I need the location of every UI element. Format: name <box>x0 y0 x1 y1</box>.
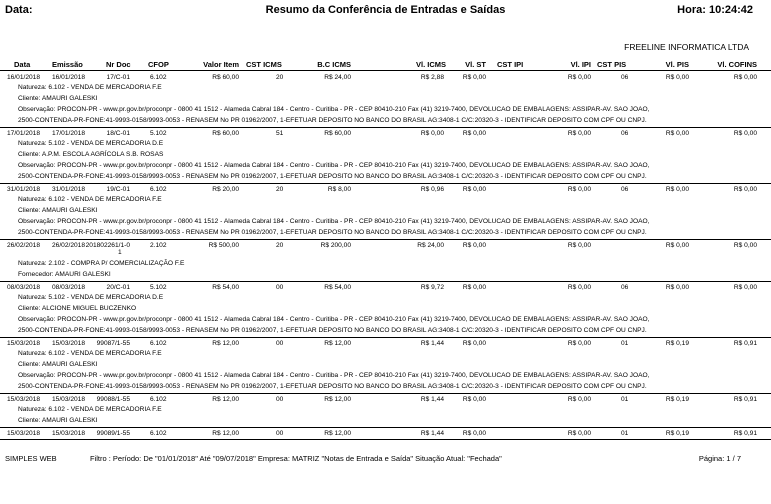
cell-vl-icms: R$ 0,00 <box>420 130 444 137</box>
cell-vl-cofins: R$ 0,00 <box>733 284 757 291</box>
table-row <box>0 72 771 83</box>
cell-emissao: 17/01/2018 <box>52 130 86 137</box>
cell-emissao: 08/03/2018 <box>52 284 86 291</box>
cell-cst-icms: 00 <box>276 396 284 403</box>
cell-cst-pis: 06 <box>621 74 629 81</box>
cell-vl-ipi: R$ 0,00 <box>567 186 591 193</box>
record-natureza: Natureza: 6.102 - VENDA DE MERCADORIA F.E <box>18 350 162 357</box>
cell-cfop: 6.102 <box>150 430 167 437</box>
cell-vl-cofins: R$ 0,00 <box>733 242 757 249</box>
cell-valor: R$ 60,00 <box>212 130 239 137</box>
cell-vl-st: R$ 0,00 <box>462 186 486 193</box>
cell-valor: R$ 500,00 <box>208 242 239 249</box>
col-emissao: Emissão <box>52 60 83 69</box>
cell-valor: R$ 12,00 <box>212 396 239 403</box>
cell-vl-ipi: R$ 0,00 <box>567 284 591 291</box>
record-natureza: Natureza: 5.102 - VENDA DE MERCADORIA D.E <box>18 294 164 301</box>
record-parte: Cliente: ALCIONE MIGUEL BUCZENKO <box>18 305 137 312</box>
cell-valor: R$ 12,00 <box>212 430 239 437</box>
cell-data: 31/01/2018 <box>7 186 41 193</box>
cell-cst-icms: 20 <box>276 242 284 249</box>
record-obs2: 2500-CONTENDA-PR-FONE:41-9993-0158/9993-0053 - RENASEM No PR 01962/2007, 1-EFETUAR DEPOSITO NO BANCO DO BRASIL AG:3408-1 C/C:20320-3 - IDENTIFICAR DEPOSITO COM CPF OU CNPJ. <box>18 327 647 334</box>
cell-vl-ipi: R$ 0,00 <box>567 74 591 81</box>
cell-cst-pis: 01 <box>621 396 629 403</box>
records-list <box>0 72 771 440</box>
cell-cst-icms: 00 <box>276 340 284 347</box>
time-label: Hora: 10:24:42 <box>677 4 753 16</box>
record-obs2: 2500-CONTENDA-PR-FONE:41-9993-0158/9993-0053 - RENASEM No PR 01962/2007, 1-EFETUAR DEPOSITO NO BANCO DO BRASIL AG:3408-1 C/C:20320-3 - IDENTIFICAR DEPOSITO COM CPF OU CNPJ. <box>18 117 647 124</box>
cell-vl-ipi: R$ 0,00 <box>567 340 591 347</box>
cell-vl-icms: R$ 9,72 <box>420 284 444 291</box>
report-title: Resumo da Conferência de Entradas e Saídas <box>265 4 506 16</box>
cell-cst-pis: 01 <box>621 340 629 347</box>
record-block <box>0 240 771 282</box>
cell-data: 08/03/2018 <box>7 284 41 291</box>
cell-vl-st: R$ 0,00 <box>462 284 486 291</box>
record-obs1: Observação: PROCON-PR - www.pr.gov.br/proconpr - 0800 41 1512 - Alameda Cabral 184 - Centro - Curitiba - PR - CEP 80410-210 Fax (41) 3219-7400, DEVOLUCAO DE EMBALAGENS: ASSIPAR-AV. SAO JOAO, <box>18 218 650 225</box>
cell-cst-pis: 06 <box>621 284 629 291</box>
cell-cst-pis: 06 <box>621 186 629 193</box>
cell-emissao: 15/03/2018 <box>52 430 86 437</box>
cell-vl-st: R$ 0,00 <box>462 430 486 437</box>
cell-vl-cofins: R$ 0,00 <box>733 74 757 81</box>
record-obs1: Observação: PROCON-PR - www.pr.gov.br/proconpr - 0800 41 1512 - Alameda Cabral 184 - Centro - Curitiba - PR - CEP 80410-210 Fax (41) 3219-7400, DEVOLUCAO DE EMBALAGENS: ASSIPAR-AV. SAO JOAO, <box>18 162 650 169</box>
cell-valor: R$ 20,00 <box>212 186 239 193</box>
column-header-row <box>0 60 771 71</box>
cell-emissao: 16/01/2018 <box>52 74 86 81</box>
record-block <box>0 282 771 338</box>
cell-cst-pis: 06 <box>621 130 629 137</box>
record-obs1: Observação: PROCON-PR - www.pr.gov.br/proconpr - 0800 41 1512 - Alameda Cabral 184 - Centro - Curitiba - PR - CEP 80410-210 Fax (41) 3219-7400, DEVOLUCAO DE EMBALAGENS: ASSIPAR-AV. SAO JOAO, <box>18 106 650 113</box>
col-vl-pis: Vl. PIS <box>665 60 689 69</box>
col-data: Data <box>14 60 31 69</box>
cell-cst-icms: 51 <box>276 130 284 137</box>
record-block <box>0 428 771 440</box>
col-cst-pis: CST PIS <box>597 60 627 69</box>
cell-vl-st: R$ 0,00 <box>462 340 486 347</box>
cell-vl-st: R$ 0,00 <box>462 130 486 137</box>
cell-vl-cofins: R$ 0,91 <box>733 396 757 403</box>
record-parte: Cliente: AMAURI GALESKI <box>18 207 98 214</box>
record-parte: Fornecedor: AMAURI GALESKI <box>18 271 111 278</box>
record-block <box>0 338 771 394</box>
record-block <box>0 128 771 184</box>
cell-cfop: 6.102 <box>150 186 167 193</box>
cell-vl-st: R$ 0,00 <box>462 396 486 403</box>
cell-vl-cofins: R$ 0,00 <box>733 186 757 193</box>
col-vl-cofins: Vl. COFINS <box>717 60 757 69</box>
col-valor-item: Valor Item <box>203 60 239 69</box>
cell-nr-doc: 17/C-01 <box>106 74 130 81</box>
record-natureza: Natureza: 6.102 - VENDA DE MERCADORIA F.E <box>18 84 162 91</box>
cell-vl-st: R$ 0,00 <box>462 242 486 249</box>
cell-data: 17/01/2018 <box>7 130 41 137</box>
cell-vl-pis: R$ 0,00 <box>665 284 689 291</box>
filter-text: Filtro : Período: De "01/01/2018" Até "09/07/2018" Empresa: MATRIZ "Notas de Entrada e Saída" Situação Atual: "Fechada" <box>90 454 502 463</box>
cell-bc-icms: R$ 200,00 <box>320 242 351 249</box>
record-block <box>0 394 771 428</box>
record-parte: Cliente: A.P.M. ESCOLA AGRÍCOLA S.B. ROSAS <box>18 151 164 158</box>
cell-cst-icms: 00 <box>276 430 284 437</box>
cell-cfop: 5.102 <box>150 284 167 291</box>
col-cfop: CFOP <box>148 60 169 69</box>
table-row <box>0 128 771 139</box>
cell-cst-icms: 20 <box>276 74 284 81</box>
cell-nr-doc: 20/C-01 <box>106 284 130 291</box>
cell-vl-pis: R$ 0,00 <box>665 74 689 81</box>
report-header <box>0 4 771 20</box>
cell-valor: R$ 12,00 <box>212 340 239 347</box>
cell-vl-pis: R$ 0,19 <box>665 340 689 347</box>
cell-vl-pis: R$ 0,19 <box>665 396 689 403</box>
cell-data: 26/02/2018 <box>7 242 41 249</box>
cell-vl-icms: R$ 0,96 <box>420 186 444 193</box>
cell-vl-ipi: R$ 0,00 <box>567 242 591 249</box>
cell-vl-icms: R$ 1,44 <box>420 430 444 437</box>
cell-valor: R$ 60,00 <box>212 74 239 81</box>
cell-cfop: 6.102 <box>150 74 167 81</box>
cell-vl-cofins: R$ 0,91 <box>733 340 757 347</box>
cell-vl-pis: R$ 0,00 <box>665 186 689 193</box>
col-cst-icms: CST ICMS <box>246 60 282 69</box>
cell-nr-doc: 99088/1-55 <box>96 396 130 403</box>
cell-vl-pis: R$ 0,19 <box>665 430 689 437</box>
record-natureza: Natureza: 5.102 - VENDA DE MERCADORIA D.E <box>18 140 164 147</box>
cell-cfop: 6.102 <box>150 340 167 347</box>
cell-emissao: 31/01/2018 <box>52 186 86 193</box>
cell-vl-icms: R$ 1,44 <box>420 396 444 403</box>
cell-cst-icms: 00 <box>276 284 284 291</box>
cell-bc-icms: R$ 8,00 <box>327 186 351 193</box>
cell-cst-icms: 20 <box>276 186 284 193</box>
cell-vl-icms: R$ 2,88 <box>420 74 444 81</box>
cell-nr-doc: 99089/1-55 <box>96 430 130 437</box>
cell-nr-doc: 19/C-01 <box>106 186 130 193</box>
cell-bc-icms: R$ 12,00 <box>324 396 351 403</box>
record-obs1: Observação: PROCON-PR - www.pr.gov.br/proconpr - 0800 41 1512 - Alameda Cabral 184 - Centro - Curitiba - PR - CEP 80410-210 Fax (41) 3219-7400, DEVOLUCAO DE EMBALAGENS: ASSIPAR-AV. SAO JOAO, <box>18 372 650 379</box>
cell-bc-icms: R$ 24,00 <box>324 74 351 81</box>
record-natureza: Natureza: 2.102 - COMPRA P/ COMERCIALIZAÇÃO F.E <box>18 260 185 267</box>
cell-bc-icms: R$ 12,00 <box>324 340 351 347</box>
col-vl-icms: Vl. ICMS <box>415 60 446 69</box>
record-obs1: Observação: PROCON-PR - www.pr.gov.br/proconpr - 0800 41 1512 - Alameda Cabral 184 - Centro - Curitiba - PR - CEP 80410-210 Fax (41) 3219-7400, DEVOLUCAO DE EMBALAGENS: ASSIPAR-AV. SAO JOAO, <box>18 316 650 323</box>
table-row <box>0 428 771 439</box>
record-block <box>0 184 771 240</box>
cell-nr-doc: 99087/1-55 <box>96 340 130 347</box>
col-nr-doc: Nr Doc <box>106 60 131 69</box>
cell-vl-pis: R$ 0,00 <box>665 242 689 249</box>
cell-data: 15/03/2018 <box>7 340 41 347</box>
cell-cfop: 2.102 <box>150 242 167 249</box>
col-bc-icms: B.C ICMS <box>317 60 351 69</box>
record-parte: Cliente: AMAURI GALESKI <box>18 417 98 424</box>
col-vl-st: Vl. ST <box>465 60 486 69</box>
col-cst-ipi: CST IPI <box>497 60 524 69</box>
cell-data: 15/03/2018 <box>7 430 41 437</box>
cell-data: 16/01/2018 <box>7 74 41 81</box>
cell-valor: R$ 54,00 <box>212 284 239 291</box>
cell-vl-ipi: R$ 0,00 <box>567 430 591 437</box>
table-row <box>0 282 771 293</box>
cell-nr-doc: 201802261/1-0 <box>85 242 130 249</box>
record-natureza: Natureza: 6.102 - VENDA DE MERCADORIA F.E <box>18 406 162 413</box>
record-block <box>0 72 771 128</box>
col-vl-ipi: Vl. IPI <box>570 60 591 69</box>
cell-bc-icms: R$ 54,00 <box>324 284 351 291</box>
table-row <box>0 240 771 251</box>
cell-bc-icms: R$ 12,00 <box>324 430 351 437</box>
cell-emissao: 15/03/2018 <box>52 340 86 347</box>
cell-vl-icms: R$ 24,00 <box>417 242 444 249</box>
record-obs2: 2500-CONTENDA-PR-FONE:41-9993-0158/9993-0053 - RENASEM No PR 01962/2007, 1-EFETUAR DEPOSITO NO BANCO DO BRASIL AG:3408-1 C/C:20320-3 - IDENTIFICAR DEPOSITO COM CPF OU CNPJ. <box>18 229 647 236</box>
record-parte: Cliente: AMAURI GALESKI <box>18 95 98 102</box>
cell-data: 15/03/2018 <box>7 396 41 403</box>
cell-cfop: 6.102 <box>150 396 167 403</box>
cell-cst-pis: 01 <box>621 430 629 437</box>
cell-vl-ipi: R$ 0,00 <box>567 130 591 137</box>
cell-vl-pis: R$ 0,00 <box>665 130 689 137</box>
cell-cfop: 5.102 <box>150 130 167 137</box>
record-obs2: 2500-CONTENDA-PR-FONE:41-9993-0158/9993-0053 - RENASEM No PR 01962/2007, 1-EFETUAR DEPOSITO NO BANCO DO BRASIL AG:3408-1 C/C:20320-3 - IDENTIFICAR DEPOSITO COM CPF OU CNPJ. <box>18 173 647 180</box>
cell-emissao: 15/03/2018 <box>52 396 86 403</box>
cell-nr-doc: 18/C-01 <box>106 130 130 137</box>
cell-vl-cofins: R$ 0,00 <box>733 130 757 137</box>
cell-emissao: 26/02/2018 <box>52 242 86 249</box>
cell-vl-icms: R$ 1,44 <box>420 340 444 347</box>
cell-vl-cofins: R$ 0,91 <box>733 430 757 437</box>
company-name: FREELINE INFORMATICA LTDA <box>624 42 749 52</box>
cell-vl-ipi: R$ 0,00 <box>567 396 591 403</box>
record-natureza: Natureza: 6.102 - VENDA DE MERCADORIA F.E <box>18 196 162 203</box>
system-name: SIMPLES WEB <box>5 454 57 463</box>
record-obs2: 2500-CONTENDA-PR-FONE:41-9993-0158/9993-0053 - RENASEM No PR 01962/2007, 1-EFETUAR DEPOSITO NO BANCO DO BRASIL AG:3408-1 C/C:20320-3 - IDENTIFICAR DEPOSITO COM CPF OU CNPJ. <box>18 383 647 390</box>
page-number: Página: 1 / 7 <box>698 454 741 463</box>
cell-vl-st: R$ 0,00 <box>462 74 486 81</box>
cell-nr-doc-continued: 1 <box>118 249 122 256</box>
record-parte: Cliente: AMAURI GALESKI <box>18 361 98 368</box>
date-label: Data: <box>5 4 33 16</box>
cell-bc-icms: R$ 60,00 <box>324 130 351 137</box>
table-row <box>0 184 771 195</box>
table-row <box>0 394 771 405</box>
table-row <box>0 338 771 349</box>
